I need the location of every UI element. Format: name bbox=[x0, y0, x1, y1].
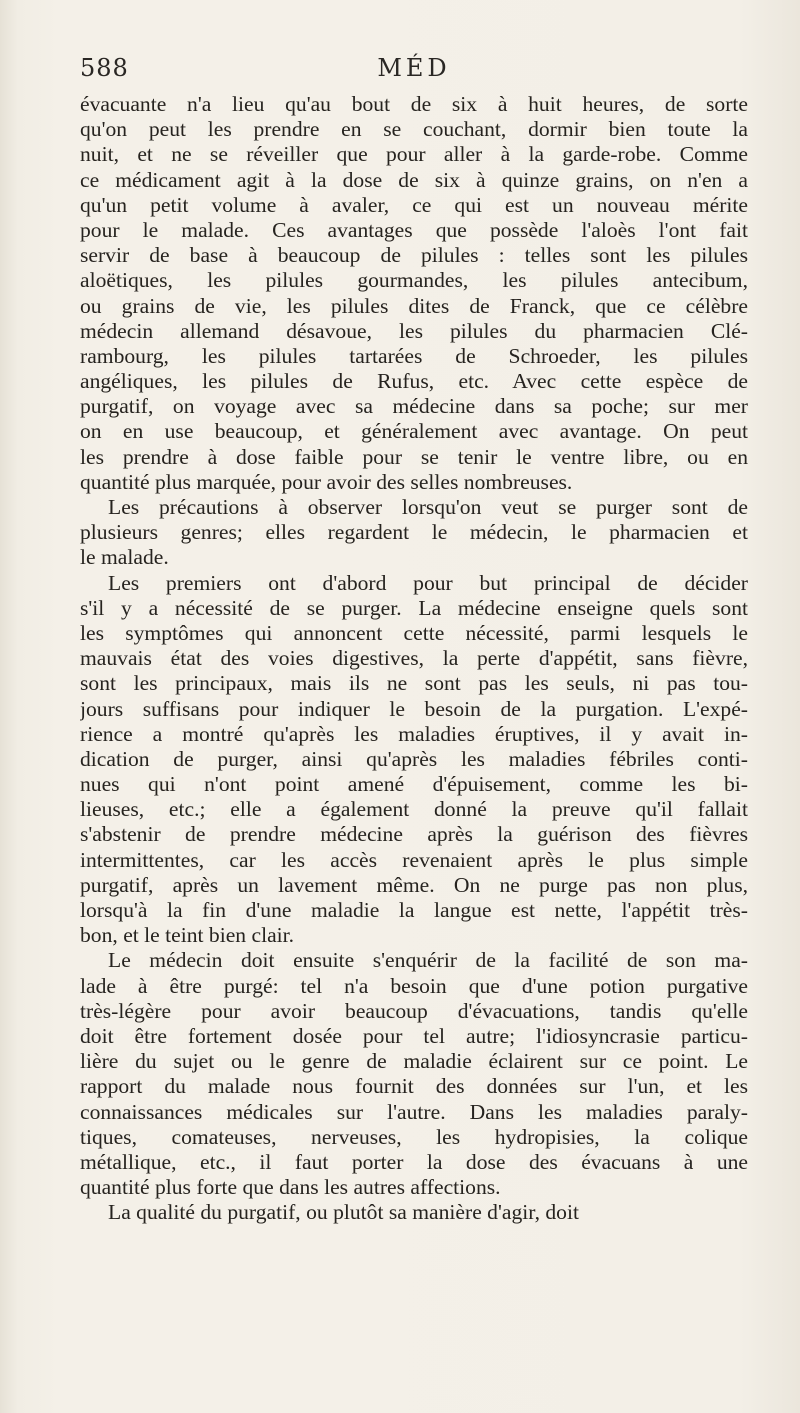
text-line: médecin allemand désavoue, les pilules du pharmacien Clé- bbox=[80, 318, 748, 343]
text-line: tiques, comateuses, nerveuses, les hydropisies, la colique bbox=[80, 1124, 748, 1149]
paragraph bbox=[80, 495, 748, 571]
page-header bbox=[80, 54, 748, 90]
text-line: nues qui n'ont point amené d'épuisement, comme les bi- bbox=[80, 772, 748, 797]
page-number: 588 bbox=[80, 54, 129, 82]
paragraph bbox=[80, 948, 748, 1200]
text-line: pour le malade. Ces avantages que possède l'aloès l'ont fait bbox=[80, 217, 748, 242]
text-line: métallique, etc., il faut porter la dose des évacuans à une bbox=[80, 1149, 748, 1174]
text-line: connaissances médicales sur l'autre. Dans les maladies paraly- bbox=[80, 1099, 748, 1124]
text-line: mauvais état des voies digestives, la perte d'appétit, sans fièvre, bbox=[80, 646, 748, 671]
text-line: rience a montré qu'après les maladies éruptives, il y avait in- bbox=[80, 721, 748, 746]
text-line: lière du sujet ou le genre de maladie éclairent sur ce point. Le bbox=[80, 1049, 748, 1074]
paragraph bbox=[80, 571, 748, 949]
text-line: Le médecin doit ensuite s'enquérir de la facilité de son ma- bbox=[108, 948, 748, 973]
text-line: lieuses, etc.; elle a également donné la preuve qu'il fallait bbox=[80, 797, 748, 822]
text-line: s'il y a nécessité de se purger. La médecine enseigne quels sont bbox=[80, 595, 748, 620]
text-line: le malade. bbox=[80, 545, 169, 570]
text-line: on en use beaucoup, et généralement avec avantage. On peut bbox=[80, 419, 748, 444]
text-line: doit être fortement dosée pour tel autre; l'idiosyncrasie particu- bbox=[80, 1023, 748, 1048]
text-line: nuit, et ne se réveiller que pour aller à la garde-robe. Comme bbox=[80, 142, 748, 167]
paragraph bbox=[80, 1200, 748, 1225]
running-head: MÉD bbox=[377, 54, 451, 82]
text-line: servir de base à beaucoup de pilules : telles sont les pilules bbox=[80, 243, 748, 268]
text-line: La qualité du purgatif, ou plutôt sa manière d'agir, doit bbox=[108, 1200, 579, 1225]
body-text bbox=[80, 92, 748, 1225]
text-line: jours suffisans pour indiquer le besoin de la purgation. L'expé- bbox=[80, 696, 748, 721]
text-line: lade à être purgé: tel n'a besoin que d'une potion purgative bbox=[80, 973, 748, 998]
text-line: angéliques, les pilules de Rufus, etc. Avec cette espèce de bbox=[80, 369, 748, 394]
text-line: les prendre à dose faible pour se tenir le ventre libre, ou en bbox=[80, 444, 748, 469]
text-line: sont les principaux, mais ils ne sont pas les seuls, ni pas tou- bbox=[80, 671, 748, 696]
text-line: bon, et le teint bien clair. bbox=[80, 923, 295, 948]
text-line: rambourg, les pilules tartarées de Schroeder, les pilules bbox=[80, 343, 748, 368]
text-line: purgatif, on voyage avec sa médecine dans sa poche; sur mer bbox=[80, 394, 748, 419]
text-line: dication de purger, ainsi qu'après les maladies fébriles conti- bbox=[80, 746, 748, 771]
text-line: quantité plus marquée, pour avoir des selles nombreuses. bbox=[80, 469, 573, 494]
text-line: Les premiers ont d'abord pour but principal de décider bbox=[108, 570, 748, 595]
text-line: purgatif, après un lavement même. On ne purge pas non plus, bbox=[80, 872, 748, 897]
text-line: rapport du malade nous fournit des données sur l'un, et les bbox=[80, 1074, 748, 1099]
text-line: s'abstenir de prendre médecine après la guérison des fièvres bbox=[80, 822, 748, 847]
text-line: ce médicament agit à la dose de six à quinze grains, on n'en a bbox=[80, 167, 748, 192]
text-line: très-légère pour avoir beaucoup d'évacuations, tandis qu'elle bbox=[80, 998, 748, 1023]
text-line: plusieurs genres; elles regardent le médecin, le pharmacien et bbox=[80, 520, 748, 545]
text-line: les symptômes qui annoncent cette nécessité, parmi lesquels le bbox=[80, 620, 748, 645]
paragraph bbox=[80, 92, 748, 495]
text-line: intermittentes, car les accès revenaient après le plus simple bbox=[80, 847, 748, 872]
text-line: aloëtiques, les pilules gourmandes, les pilules antecibum, bbox=[80, 268, 748, 293]
text-line: évacuante n'a lieu qu'au bout de six à huit heures, de sorte bbox=[80, 92, 748, 116]
text-line: Les précautions à observer lorsqu'on veut se purger sont de bbox=[108, 495, 748, 519]
text-line: ou grains de vie, les pilules dites de Franck, que ce célèbre bbox=[80, 293, 748, 318]
text-line: quantité plus forte que dans les autres affections. bbox=[80, 1175, 501, 1200]
text-line: lorsqu'à la fin d'une maladie la langue est nette, l'appétit très- bbox=[80, 898, 748, 922]
text-line: qu'on peut les prendre en se couchant, dormir bien toute la bbox=[80, 117, 748, 142]
text-line: qu'un petit volume à avaler, ce qui est un nouveau mérite bbox=[80, 192, 748, 217]
